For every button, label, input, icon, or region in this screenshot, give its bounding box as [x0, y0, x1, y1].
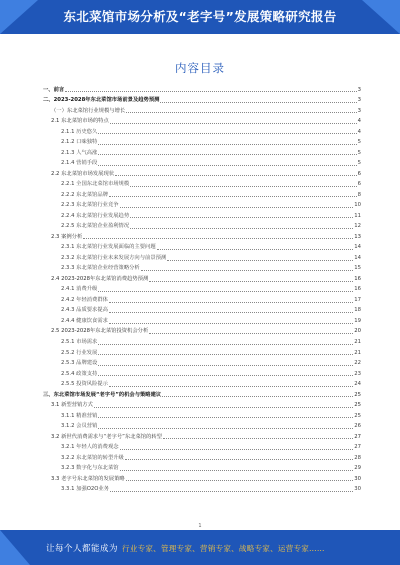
toc-leader-dots — [110, 486, 353, 492]
toc-entry-title: 3.2 新世代消费需求与“老字号”东北菜馆的转型 — [51, 433, 162, 440]
toc-leader-dots — [167, 255, 353, 261]
toc-leader-dots — [98, 360, 353, 366]
footer-banner — [0, 530, 400, 565]
toc-entry[interactable] — [43, 96, 361, 107]
toc-entry-title: 一、前言 — [43, 86, 65, 93]
toc-entry-title: 2.5.1 市场需求 — [61, 338, 98, 345]
toc-entry-page: 3 — [357, 86, 361, 93]
toc-leader-dots — [109, 191, 357, 197]
toc-leader-dots — [130, 223, 353, 229]
toc-leader-dots — [98, 128, 356, 134]
table-of-contents — [43, 85, 361, 495]
toc-leader-dots — [120, 465, 354, 471]
toc-entry-page: 4 — [357, 118, 361, 125]
toc-leader-dots — [115, 170, 357, 176]
toc-entry[interactable] — [43, 316, 361, 327]
toc-entry-title: 2.2.2 东北菜馆品牌 — [61, 191, 108, 198]
toc-entry-title: 2.1.4 营销手段 — [61, 160, 98, 167]
toc-entry-page: 11 — [354, 212, 361, 219]
toc-entry-title: 2.5.4 政策支持 — [61, 370, 98, 377]
toc-entry-page: 21 — [354, 349, 361, 356]
toc-leader-dots — [162, 391, 353, 397]
toc-heading: 内容目录 — [175, 61, 225, 75]
toc-entry-page: 27 — [354, 444, 361, 451]
toc-entry-title: 2.4 2023-2028年东北菜馆消费趋势预测 — [51, 275, 149, 282]
toc-entry-page: 14 — [354, 254, 361, 261]
toc-entry-title: 2.4.2 年轻消费群体 — [61, 296, 108, 303]
toc-leader-dots — [126, 475, 354, 481]
toc-entry-title: 3.1.2 会员营销 — [61, 423, 98, 430]
toc-entry[interactable] — [43, 474, 361, 485]
toc-entry-title: 2.1.3 人气高涨 — [61, 149, 98, 156]
toc-entry-page: 3 — [357, 97, 361, 104]
toc-entry-page: 12 — [354, 223, 361, 230]
toc-leader-dots — [130, 212, 353, 218]
toc-entry[interactable] — [43, 285, 361, 296]
toc-entry[interactable] — [43, 348, 361, 359]
toc-leader-dots — [149, 328, 353, 334]
toc-leader-dots — [83, 233, 353, 239]
toc-entry-title: 2.2.1 全国东北菜馆市场规模 — [61, 181, 130, 188]
toc-entry-page: 30 — [354, 475, 361, 482]
toc-entry[interactable] — [43, 211, 361, 222]
toc-entry[interactable] — [43, 159, 361, 170]
toc-entry-title: 二、2023-2028年东北菜馆市场前景及趋势预测 — [43, 97, 160, 104]
toc-entry-page: 17 — [354, 296, 361, 303]
toc-entry[interactable] — [43, 169, 361, 180]
header-banner — [0, 0, 400, 34]
toc-entry[interactable] — [43, 232, 361, 243]
toc-entry-title: 3.1 新型营销方式 — [51, 402, 93, 409]
toc-entry-page: 21 — [354, 338, 361, 345]
toc-leader-dots — [109, 307, 353, 313]
toc-entry[interactable] — [43, 400, 361, 411]
toc-entry-title: 2.4.1 消费升级 — [61, 286, 98, 293]
toc-entry-title: 2.3 案例分析 — [51, 233, 83, 240]
toc-entry-title: 2.5.5 投资风险提示 — [61, 381, 108, 388]
toc-entry-title: 3.2.1 年轻人的消费观念 — [61, 444, 119, 451]
toc-entry-title: 3.3.1 加强O2O业务 — [61, 486, 110, 493]
toc-leader-dots — [65, 86, 356, 92]
toc-entry[interactable] — [43, 222, 361, 233]
toc-entry-page: 3 — [357, 107, 361, 114]
toc-entry-page: 28 — [354, 454, 361, 461]
toc-entry-title: 3.2.3 数字化与东北菜馆 — [61, 465, 119, 472]
toc-entry-title: 3.1.1 精准营销 — [61, 412, 98, 419]
toc-leader-dots — [109, 297, 353, 303]
footer-decoration — [0, 530, 30, 565]
toc-entry[interactable] — [43, 190, 361, 201]
toc-entry-title: 2.2 东北菜馆市场发展现状 — [51, 170, 115, 177]
toc-entry[interactable] — [43, 117, 361, 128]
toc-entry-page: 10 — [354, 202, 361, 209]
toc-entry-page: 4 — [357, 128, 361, 135]
toc-entry-title: （一）东北菜馆行业规模与增长 — [51, 107, 126, 114]
toc-entry-page: 22 — [354, 360, 361, 367]
toc-entry-page: 5 — [357, 160, 361, 167]
toc-entry-page: 16 — [354, 286, 361, 293]
toc-entry[interactable] — [43, 369, 361, 380]
toc-entry-page: 25 — [354, 402, 361, 409]
toc-entry-title: 2.1.2 口味独特 — [61, 139, 98, 146]
toc-entry-page: 30 — [354, 486, 361, 493]
toc-entry[interactable] — [43, 443, 361, 454]
toc-entry-page: 15 — [354, 265, 361, 272]
toc-entry[interactable] — [43, 253, 361, 264]
toc-leader-dots — [98, 160, 356, 166]
toc-leader-dots — [98, 349, 353, 355]
toc-leader-dots — [141, 265, 354, 271]
toc-entry[interactable] — [43, 411, 361, 422]
report-title: 东北菜馆市场分析及“老字号”发展策略研究报告 — [63, 9, 337, 24]
toc-leader-dots — [120, 444, 354, 450]
toc-entry-title: 3.3 老字号东北菜馆的发展策略 — [51, 475, 125, 482]
toc-entry[interactable] — [43, 264, 361, 275]
toc-entry-page: 23 — [354, 370, 361, 377]
toc-entry-page: 26 — [354, 423, 361, 430]
toc-entry[interactable] — [43, 379, 361, 390]
toc-entry-page: 16 — [354, 275, 361, 282]
toc-entry[interactable] — [43, 148, 361, 159]
toc-entry-page: 18 — [354, 307, 361, 314]
toc-entry-title: 三、东北菜馆市场发展“老字号”的机会与策略建议 — [43, 391, 162, 398]
toc-entry[interactable] — [43, 274, 361, 285]
toc-entry[interactable] — [43, 180, 361, 191]
toc-entry-page: 27 — [354, 433, 361, 440]
toc-entry-title: 3.2.2 东北菜馆的转型升级 — [61, 454, 124, 461]
toc-entry-title: 2.2.3 东北菜馆行业竞争 — [61, 202, 119, 209]
page-number: 1 — [198, 523, 202, 529]
toc-entry[interactable] — [43, 85, 361, 96]
toc-leader-dots — [157, 244, 354, 250]
footer-slogan: 让每个人都能成为 — [46, 544, 119, 554]
toc-leader-dots — [110, 118, 357, 124]
toc-entry-page: 29 — [354, 465, 361, 472]
toc-leader-dots — [126, 107, 356, 113]
toc-entry-title: 2.3.1 东北菜馆行业发展面临的主要问题 — [61, 244, 156, 251]
toc-entry-title: 2.2.5 东北菜馆企业盈利情况 — [61, 223, 130, 230]
toc-entry[interactable] — [43, 106, 361, 117]
toc-entry-page: 5 — [357, 139, 361, 146]
toc-leader-dots — [130, 181, 356, 187]
toc-entry[interactable] — [43, 453, 361, 464]
toc-leader-dots — [125, 454, 353, 460]
toc-entry-title: 2.1 东北菜馆市场的特点 — [51, 118, 109, 125]
toc-entry-page: 6 — [357, 181, 361, 188]
toc-entry[interactable] — [43, 201, 361, 212]
toc-leader-dots — [98, 370, 353, 376]
toc-entry-title: 2.1.1 历史悠久 — [61, 128, 98, 135]
toc-entry-page: 25 — [354, 391, 361, 398]
toc-leader-dots — [98, 423, 353, 429]
toc-entry[interactable] — [43, 422, 361, 433]
toc-entry-title: 2.3.3 东北菜馆企业经营策略分析 — [61, 265, 140, 272]
toc-entry-title: 2.2.4 东北菜馆行业发展趋势 — [61, 212, 130, 219]
toc-entry-page: 6 — [357, 170, 361, 177]
toc-entry[interactable] — [43, 390, 361, 401]
toc-leader-dots — [98, 339, 353, 345]
toc-entry[interactable] — [43, 306, 361, 317]
toc-entry-page: 8 — [357, 191, 361, 198]
toc-entry-page: 5 — [357, 149, 361, 156]
toc-entry[interactable] — [43, 432, 361, 443]
toc-leader-dots — [98, 149, 356, 155]
toc-leader-dots — [109, 381, 353, 387]
toc-entry[interactable] — [43, 127, 361, 138]
toc-entry[interactable] — [43, 337, 361, 348]
toc-leader-dots — [160, 97, 356, 103]
toc-leader-dots — [120, 202, 354, 208]
toc-entry[interactable] — [43, 485, 361, 496]
toc-entry-page: 20 — [354, 328, 361, 335]
toc-leader-dots — [149, 276, 353, 282]
toc-entry[interactable] — [43, 295, 361, 306]
toc-leader-dots — [94, 402, 353, 408]
toc-entry-title: 2.4.4 健康饮食需求 — [61, 317, 108, 324]
toc-entry-title: 2.5 2023-2028年东北菜馆投资机会分析 — [51, 328, 149, 335]
toc-entry[interactable] — [43, 138, 361, 149]
toc-entry[interactable] — [43, 243, 361, 254]
toc-leader-dots — [98, 139, 356, 145]
toc-entry-title: 2.5.2 行业发展 — [61, 349, 98, 356]
footer-tagline: 行业专家、管理专家、营销专家、战略专家、运营专家…… — [122, 544, 325, 553]
toc-leader-dots — [98, 412, 353, 418]
toc-entry-page: 25 — [354, 412, 361, 419]
toc-entry-title: 2.4.3 品质要求提高 — [61, 307, 108, 314]
toc-leader-dots — [163, 433, 353, 439]
toc-entry[interactable] — [43, 464, 361, 475]
toc-entry-title: 2.5.3 品牌建设 — [61, 360, 98, 367]
toc-leader-dots — [98, 286, 353, 292]
toc-entry-page: 19 — [354, 317, 361, 324]
toc-entry-page: 13 — [354, 233, 361, 240]
toc-entry-page: 14 — [354, 244, 361, 251]
toc-entry[interactable] — [43, 358, 361, 369]
toc-entry-page: 24 — [354, 381, 361, 388]
toc-leader-dots — [109, 318, 353, 324]
toc-entry[interactable] — [43, 327, 361, 338]
toc-entry-title: 2.3.2 东北菜馆行业未来发展方向与前景预测 — [61, 254, 167, 261]
